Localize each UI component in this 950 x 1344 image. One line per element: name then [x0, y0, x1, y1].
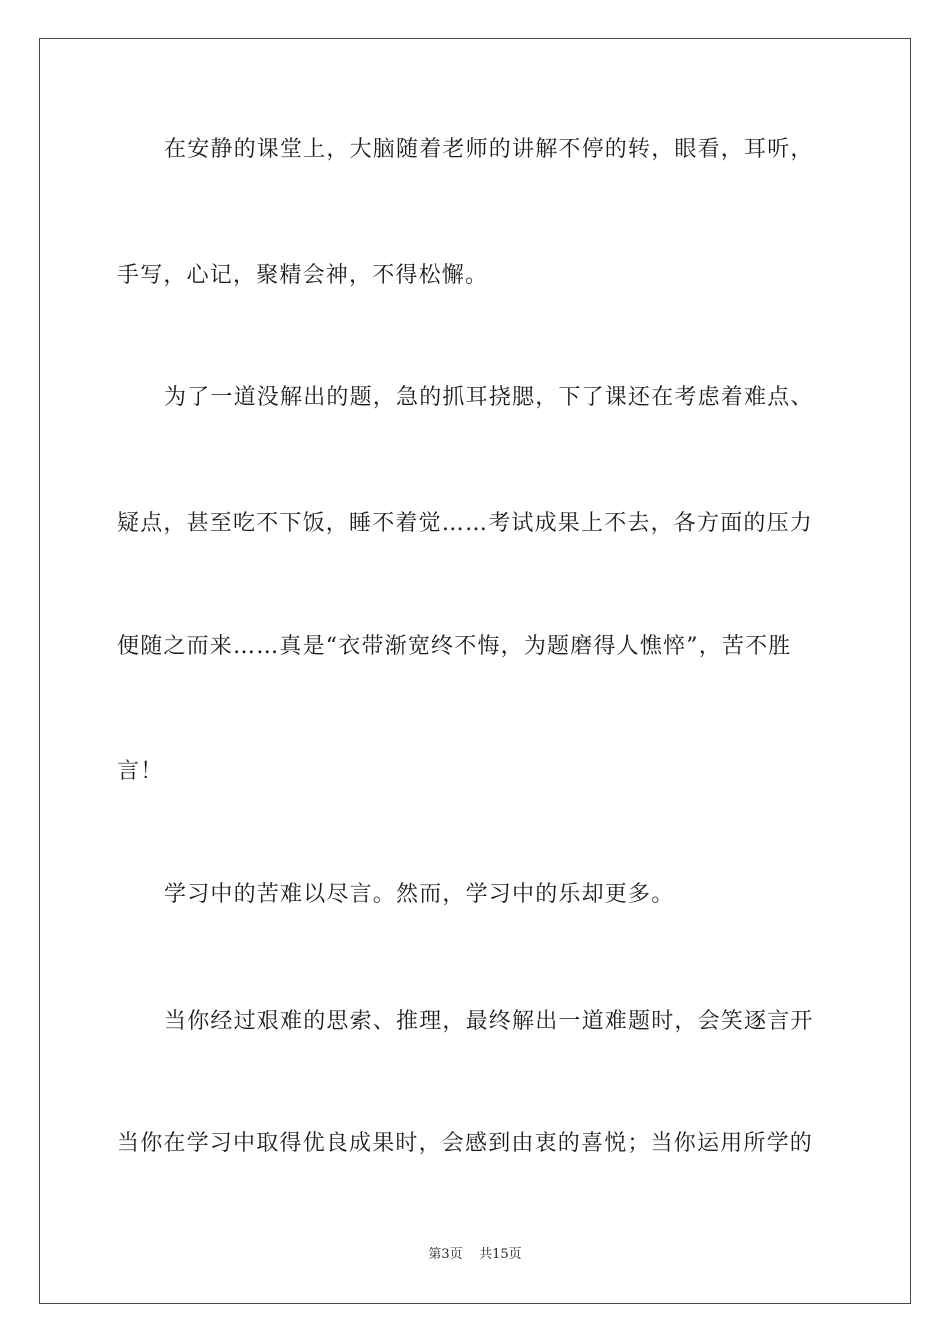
paragraph-line-7: 学习中的苦难以尽言。然而，学习中的乐却更多。 — [164, 882, 675, 907]
paragraph-line-5: 便随之而来……真是“衣带渐宽终不悔，为题磨得人憔悴”，苦不胜 — [117, 634, 792, 659]
page-border — [39, 38, 911, 1304]
paragraph-line-1: 在安静的课堂上，大脑随着老师的讲解不停的转，眼看，耳听， — [164, 137, 814, 162]
paragraph-line-4: 疑点，甚至吃不下饭，睡不着觉……考试成果上不去，各方面的压力 — [117, 511, 814, 536]
paragraph-line-2: 手写，心记，聚精会神，不得松懈。 — [117, 263, 489, 288]
paragraph-line-9: 当你在学习中取得优良成果时，会感到由衷的喜悦；当你运用所学的 — [117, 1131, 814, 1156]
paragraph-line-8: 当你经过艰难的思索、推理，最终解出一道难题时，会笑逐言开 — [164, 1009, 814, 1034]
page-number-footer: 第3页 共15页 — [428, 1247, 522, 1262]
paragraph-line-3: 为了一道没解出的题，急的抓耳挠腮，下了课还在考虑着难点、 — [164, 385, 814, 410]
paragraph-line-6: 言！ — [117, 759, 164, 784]
